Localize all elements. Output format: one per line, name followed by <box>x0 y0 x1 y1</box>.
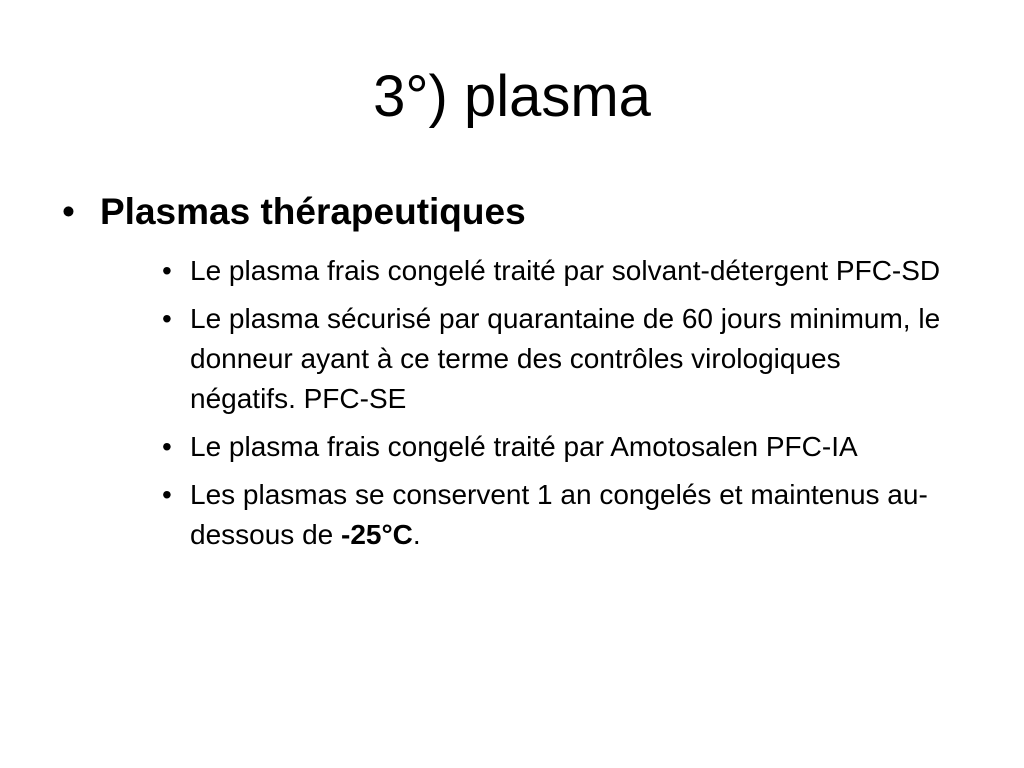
list-item <box>162 475 952 555</box>
bullet-icon: • <box>62 191 75 232</box>
temperature-value: -25°C <box>341 519 413 550</box>
bullet-icon: • <box>162 255 172 286</box>
list-item-text: Le plasma frais congelé traité par Amotosalen PFC-IA <box>190 431 858 462</box>
heading-text: Plasmas thérapeutiques <box>100 191 526 232</box>
bullet-icon: • <box>162 479 172 510</box>
list-item-text: Le plasma sécurisé par quarantaine de 60 jours minimum, le donneur ayant à ce terme des contrôles virologiques négatifs. PFC-SE <box>190 303 941 414</box>
list-item <box>162 251 952 291</box>
sub-bullet-list <box>162 251 952 563</box>
slide-title: 3°) plasma <box>373 64 651 129</box>
bullet-icon: • <box>162 431 172 462</box>
bullet-icon: • <box>162 303 172 334</box>
list-item <box>162 299 952 419</box>
list-item <box>162 427 952 467</box>
list-item-text-end: . <box>412 519 421 550</box>
list-item-text: Les plasmas se conservent 1 an congelés et maintenus au-dessous de <box>190 479 928 550</box>
list-item-text: Le plasma frais congelé traité par solvant-détergent PFC-SD <box>190 255 941 286</box>
